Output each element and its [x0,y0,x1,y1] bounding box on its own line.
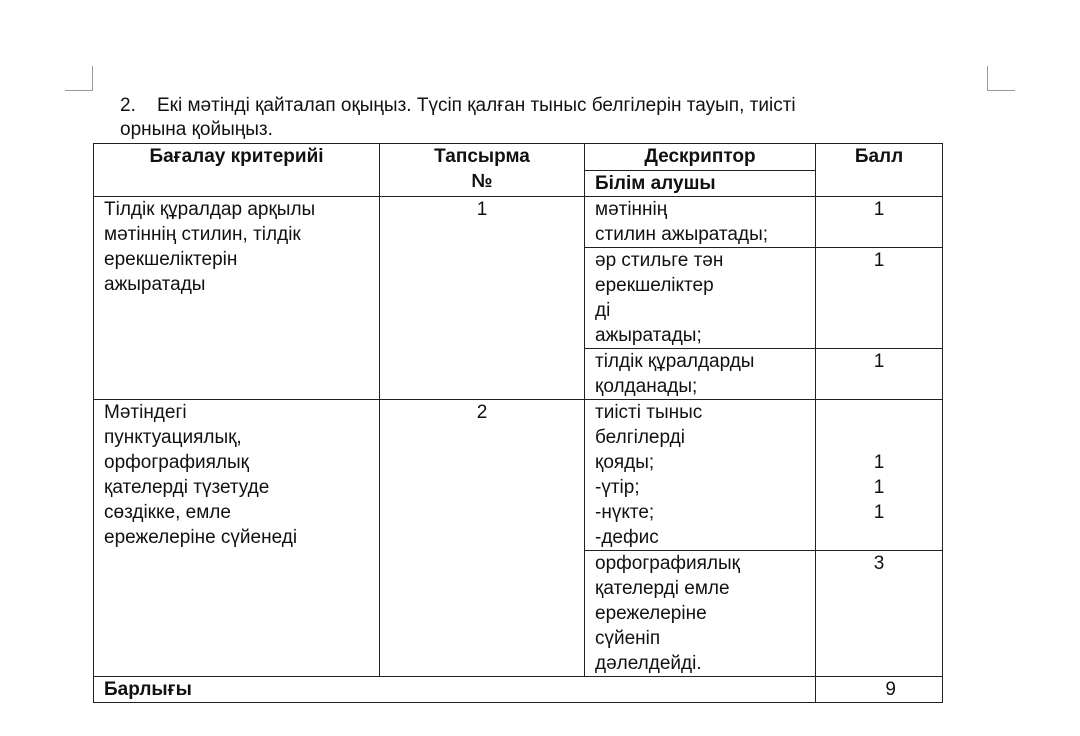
criteria-line: пунктуациялық, [104,427,242,448]
descriptor-cell [585,248,816,349]
criteria-cell [94,400,380,677]
descriptor-line: дәлелдейді. [595,653,702,674]
score-cell: 1 [816,248,943,349]
criteria-line: ережелеріне сүйенеді [104,527,298,548]
task-instruction [120,94,940,142]
criteria-line: Тілдік құралдар арқылы [104,199,316,220]
descriptor-line: -дефис [595,527,659,548]
descriptor-line: қателерді емле [595,578,730,599]
descriptor-line: -нүкте; [595,502,655,523]
header-descriptor-sub: Білім алушы [585,171,816,197]
descriptor-line: сүйеніп [595,628,661,649]
header-task-line2: № [471,171,493,192]
descriptor-line: ді [595,300,611,321]
criteria-cell [94,197,380,400]
score-cell: 1 [816,197,943,248]
score-cell [816,400,943,551]
task-number-cell: 2 [380,400,585,677]
criteria-line: мәтіннің стилин, тілдік [104,224,301,245]
crop-mark-top-right [987,66,1015,91]
descriptor-cell [585,400,816,551]
descriptor-line: -үтір; [595,477,640,498]
score-line: 1 [873,477,885,498]
descriptor-line: ережелеріне [595,603,707,624]
table-row [94,197,943,248]
task-text-line2: орнына қойыңыз. [120,119,273,140]
score-cell: 1 [816,349,943,400]
descriptor-line: стилин ажыратады; [595,224,769,245]
score-line: 1 [873,452,885,473]
criteria-line: ажыратады [104,274,206,295]
descriptor-line: қояды; [595,452,655,473]
table-row [94,400,943,551]
descriptor-line: қолданады; [595,376,698,397]
task-number-cell: 1 [380,197,585,400]
crop-mark-top-left [65,66,93,91]
descriptor-line: ерекшеліктер [595,275,714,296]
criteria-line: сөздікке, емле [104,502,231,523]
descriptor-line: әр стильге тән [595,250,724,271]
descriptor-line: орфографиялық [595,553,740,574]
header-descriptor: Дескриптор [585,144,816,171]
task-text-line1: Екі мәтінді қайталап оқыңыз. Түсіп қалған тыныс белгілерін тауып, тиісті [157,95,796,116]
descriptor-line: ажыратады; [595,325,702,346]
descriptor-line: белгілерді [595,427,685,448]
score-line: 1 [873,502,885,523]
score-line [826,400,932,425]
header-task-line1: Тапсырма [434,146,530,167]
descriptor-line: мәтіннің [595,199,668,220]
total-label: Барлығы [94,677,816,703]
header-score: Балл [816,144,943,197]
descriptor-cell [585,551,816,677]
descriptor-cell [585,349,816,400]
criteria-line: Мәтіндегі [104,402,187,423]
assessment-table [93,143,943,703]
criteria-line: ерекшеліктерін [104,249,238,270]
header-task [380,144,585,197]
table-header-row [94,144,943,171]
criteria-line: орфографиялық [104,452,249,473]
descriptor-line: тиісті тыныс [595,402,703,423]
descriptor-line: тілдік құралдарды [595,351,755,372]
criteria-line: қателерді түзетуде [104,477,270,498]
header-criteria: Бағалау критерийі [94,144,380,197]
score-cell: 3 [816,551,943,677]
score-line [826,425,932,450]
task-number: 2. [120,95,136,116]
total-row [94,677,943,703]
total-value: 9 [816,677,943,703]
descriptor-cell [585,197,816,248]
